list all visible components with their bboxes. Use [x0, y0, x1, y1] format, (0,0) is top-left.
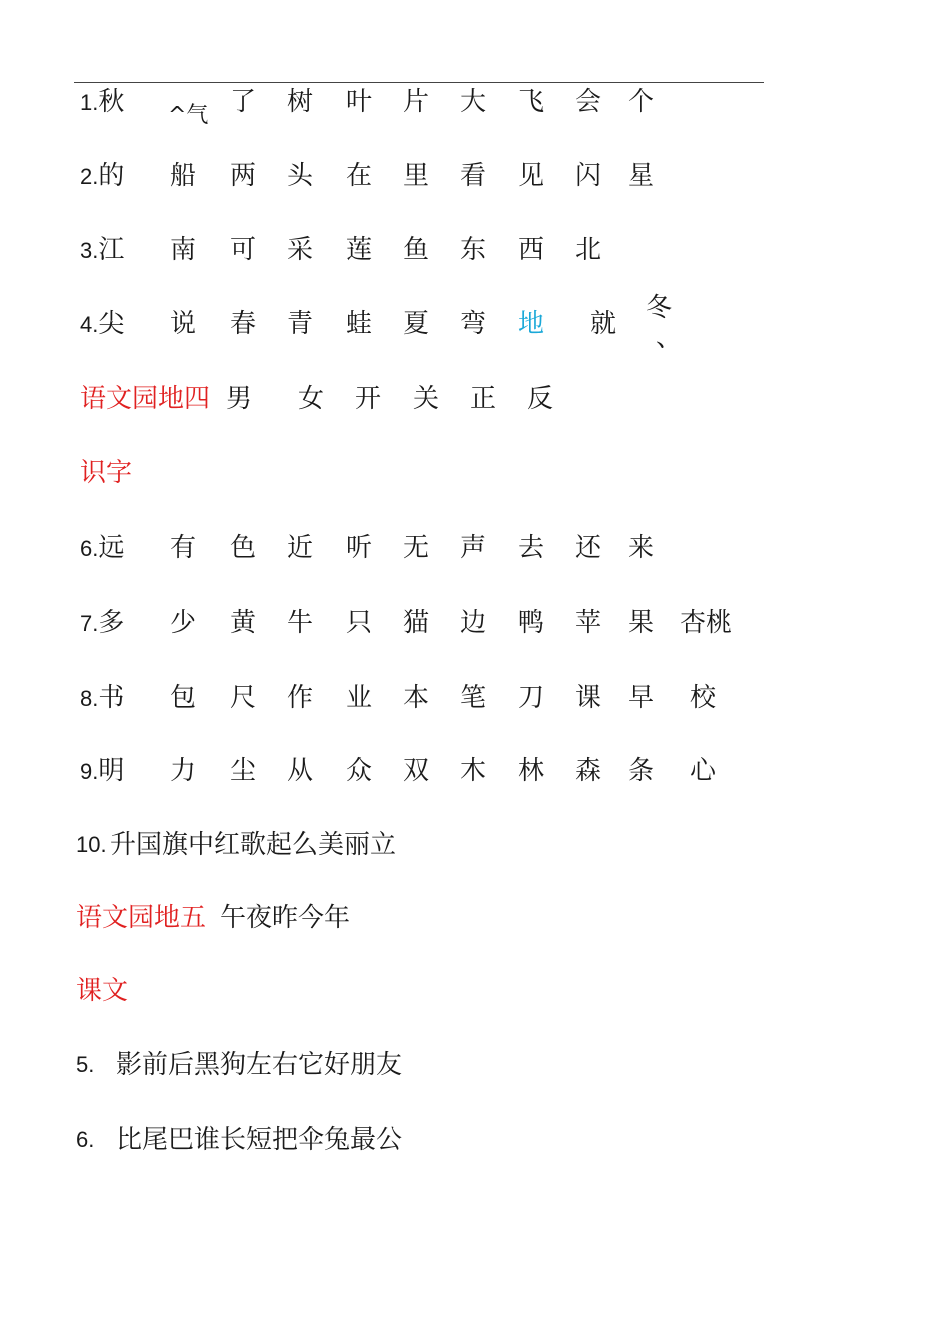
char: 北 [575, 235, 602, 265]
lesson-row-8 [0, 678, 950, 718]
row-label: 3.江 [80, 235, 125, 265]
char: 蛙 [346, 309, 373, 339]
char: 猫 [403, 608, 430, 638]
char: 力 [170, 756, 197, 786]
char: 鸭 [518, 608, 545, 638]
char: 鱼 [403, 235, 430, 265]
lesson-row-3 [0, 230, 950, 270]
char: 来 [628, 533, 655, 563]
char: 在 [346, 161, 373, 191]
char: 春 [230, 309, 257, 339]
char: 课 [575, 683, 602, 713]
char-run: 升国旗中红歌起么美丽立 [110, 830, 397, 860]
char: 冬 [646, 293, 673, 323]
char: 本 [403, 683, 430, 713]
char: 尺 [230, 683, 257, 713]
char: 森 [575, 756, 602, 786]
char: 看 [460, 161, 487, 191]
char: 果 [628, 608, 655, 638]
char: 星 [628, 161, 655, 191]
char: 有 [170, 533, 197, 563]
char: 林 [518, 756, 545, 786]
char: 反 [527, 384, 554, 414]
lesson-row-5 [0, 1045, 950, 1085]
char: 了 [230, 87, 257, 117]
char: 木 [460, 756, 487, 786]
section-heading: 语文园地五 [76, 903, 207, 933]
char: 两 [230, 161, 257, 191]
char: 苹 [575, 608, 602, 638]
char: 牛 [287, 608, 314, 638]
row-label: 6. [76, 1127, 95, 1152]
char: 只 [346, 608, 373, 638]
char: ^气 [168, 103, 209, 128]
char: 说 [170, 309, 197, 339]
char: 从 [287, 756, 314, 786]
lesson-row-10 [0, 825, 950, 865]
section-heading: 课文 [76, 976, 129, 1006]
char: 关 [413, 384, 440, 414]
char-run: 比尾巴谁长短把伞兔最公 [116, 1125, 403, 1155]
char: 就 [590, 309, 617, 339]
char: 个 [628, 87, 655, 117]
char: 包 [170, 683, 197, 713]
char: 开 [355, 384, 382, 414]
char: 西 [518, 235, 545, 265]
section-literacy [0, 453, 950, 493]
char: 尘 [230, 756, 257, 786]
char: 可 [230, 235, 257, 265]
section-garden-4 [0, 379, 950, 419]
lesson-row-9 [0, 751, 950, 791]
char-highlighted: 地 [518, 309, 545, 339]
char: 众 [346, 756, 373, 786]
char: 闪 [575, 161, 602, 191]
row-label: 6.远 [80, 533, 125, 563]
char: 条 [628, 756, 655, 786]
char: 作 [287, 683, 314, 713]
char: 黄 [230, 608, 257, 638]
char: 笔 [460, 683, 487, 713]
char: 夏 [403, 309, 430, 339]
char: 双 [403, 756, 430, 786]
lesson-row-6b [0, 1120, 950, 1160]
char: 见 [518, 161, 545, 191]
char: 青 [287, 309, 314, 339]
row-label: 2.的 [80, 161, 125, 191]
char: 会 [575, 87, 602, 117]
char-run: 影前后黑狗左右它好朋友 [116, 1050, 403, 1080]
char: 去 [518, 533, 545, 563]
char: 采 [287, 235, 314, 265]
char: 树 [287, 87, 314, 117]
section-texts [0, 971, 950, 1011]
char: 大 [460, 87, 487, 117]
char: 叶 [346, 87, 373, 117]
section-garden-5 [0, 898, 950, 938]
row-label: 8.书 [80, 683, 125, 713]
char: 色 [230, 533, 257, 563]
row-label: 1.秋 [80, 87, 125, 117]
char: 近 [287, 533, 314, 563]
char: 女 [298, 384, 325, 414]
char: 刀 [518, 683, 545, 713]
char: 正 [470, 384, 497, 414]
row-label: 10. [76, 832, 107, 857]
char: 东 [460, 235, 487, 265]
char: 头 [287, 161, 314, 191]
char: 声 [460, 533, 487, 563]
char: 船 [170, 161, 197, 191]
char: 早 [628, 683, 655, 713]
row-label: 7.多 [80, 608, 125, 638]
char: 莲 [346, 235, 373, 265]
char: 里 [403, 161, 430, 191]
char: 少 [170, 608, 197, 638]
char: 校 [690, 683, 717, 713]
char: 片 [403, 87, 430, 117]
row-label: 4.尖 [80, 309, 125, 339]
char: 杏桃 [680, 608, 733, 638]
section-heading: 识字 [80, 458, 133, 488]
char: 听 [346, 533, 373, 563]
char: 心 [690, 756, 717, 786]
char: 飞 [518, 87, 545, 117]
char: 还 [575, 533, 602, 563]
row-label: 9.明 [80, 756, 125, 786]
lesson-row-6 [0, 528, 950, 568]
lesson-row-4 [0, 293, 950, 353]
char: 男 [226, 384, 253, 414]
char: 无 [403, 533, 430, 563]
section-heading: 语文园地四 [80, 384, 211, 414]
lesson-row-7 [0, 603, 950, 643]
punctuation: 、 [656, 323, 683, 353]
row-label: 5. [76, 1052, 95, 1077]
char: 弯 [460, 309, 487, 339]
char: 业 [346, 683, 373, 713]
char-run: 午夜昨今年 [220, 903, 351, 933]
lesson-row-2 [0, 156, 950, 196]
char: 边 [460, 608, 487, 638]
lesson-row-1 [0, 82, 950, 128]
char: 南 [170, 235, 197, 265]
